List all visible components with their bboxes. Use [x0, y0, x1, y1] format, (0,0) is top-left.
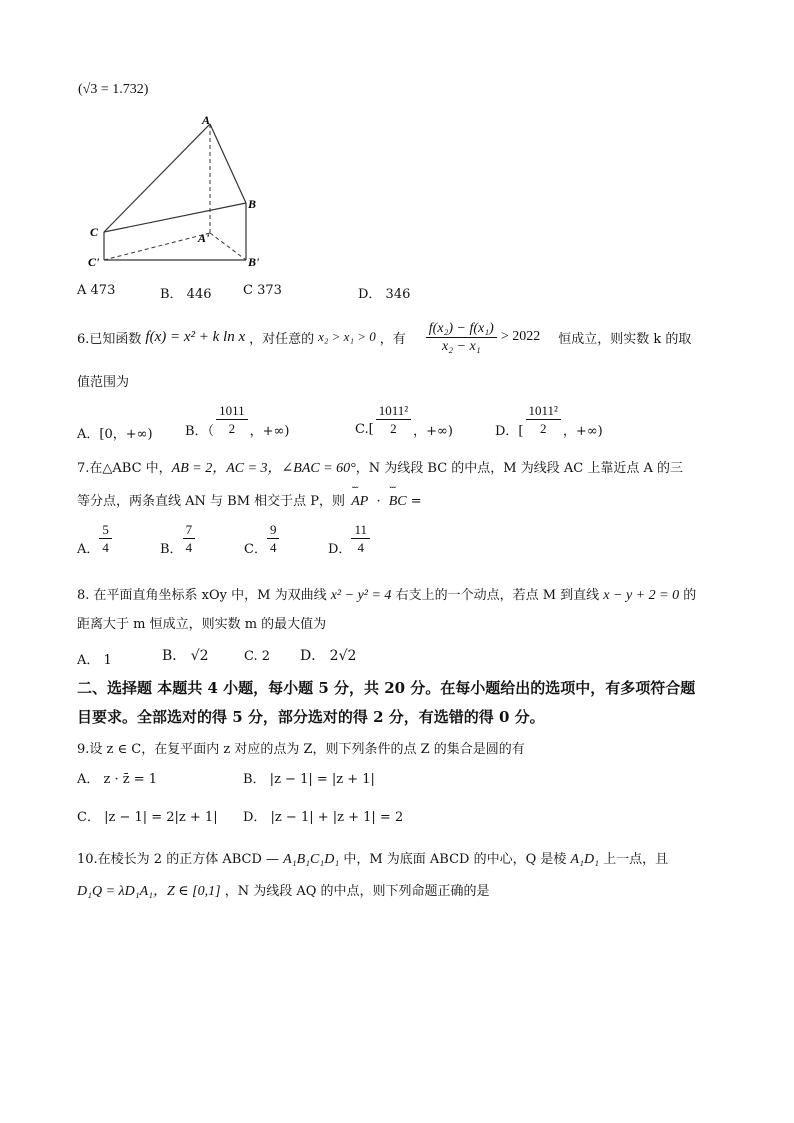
q8-line2: 距离大于 m 恒成立，则实数 m 的最大值为	[77, 617, 327, 632]
q6-tail: 恒成立，则实数 k 的取	[558, 331, 692, 347]
edge-AB	[210, 124, 246, 203]
q7-line1	[77, 457, 683, 477]
q6-option-b-num: 1011	[216, 402, 248, 420]
q7-option-d-num: 11	[351, 521, 370, 539]
q8-option-d: D． 2√2	[300, 648, 357, 664]
q7-option-b-frac	[183, 521, 196, 556]
q6-option-d-label: D．[	[495, 424, 524, 439]
edge-CprimeAprime	[104, 233, 210, 260]
label-B: B	[248, 197, 257, 211]
q10-line1-b: 中，M 为底面 ABCD 的中心，Q 是棱	[343, 852, 567, 867]
q7-line1-b: ，N 为线段 BC 的中点，M 为线段 AC 上靠近点 A 的三	[355, 461, 683, 476]
q7-option-d-label: D．	[328, 542, 352, 557]
q7-option-b-den: 4	[185, 540, 193, 555]
q8-line1	[77, 584, 696, 604]
label-C-prime: C'	[88, 255, 100, 269]
label-A: A	[202, 113, 211, 127]
q6-option-c	[355, 400, 453, 439]
q8-line1-a: 8. 在平面直角坐标系 xOy 中，M 为双曲线	[77, 588, 327, 603]
q6-cond: x₂ > x₁ > 0	[318, 329, 376, 344]
q6-func: f(x) = x² + k ln x	[145, 328, 246, 345]
q8-line1-c: 的	[683, 588, 697, 603]
q7-line2	[77, 490, 422, 510]
q7-vec-bc: ˇˇˇ BC	[389, 494, 407, 510]
q6-option-c-num: 1011²	[376, 402, 411, 420]
q7-eq: =	[410, 494, 422, 509]
q7-dot: ·	[376, 494, 381, 509]
q6-prefix: 6.已知函数	[77, 331, 142, 347]
q10-line1	[77, 848, 668, 868]
q10-line1-a: 10.在棱长为 2 的正方体 ABCD —	[77, 852, 280, 867]
label-C: C	[90, 225, 99, 239]
prism-figure	[80, 110, 280, 275]
q6-option-d-frac	[526, 402, 561, 437]
q7-option-a	[77, 520, 112, 557]
q6-option-d-den: 2	[539, 421, 547, 436]
q7-option-d	[328, 520, 370, 557]
q7-option-b-num: 7	[183, 521, 196, 539]
q9-option-c: C． |z − 1| = 2|z + 1|	[77, 810, 218, 825]
q8-option-a: A． 1	[77, 653, 112, 668]
q8-option-b: B． √2	[162, 648, 209, 664]
q6-option-a	[77, 402, 153, 442]
q6-option-d-tail: ，+∞)	[562, 424, 603, 439]
q6-option-d	[495, 400, 603, 439]
q7-option-a-frac	[99, 521, 112, 556]
q6-frac-num: f(x₂) − f(x₁)	[426, 320, 497, 338]
q5-option-a: A 473	[77, 283, 116, 298]
edge-AprimeBprime	[210, 233, 246, 260]
q6-option-d-num: 1011²	[526, 402, 561, 420]
q8-hyperbola: x² − y² = 4	[330, 588, 392, 603]
q9-option-d: D． |z − 1| + |z + 1| = 2	[243, 810, 404, 825]
q10-line1-c: 上一点，且	[603, 852, 669, 867]
q10-line2-math: D₁Q = λD₁A₁，Z ∈ [0,1]	[77, 884, 221, 899]
sqrt3-hint: (√3 = 1.732)	[78, 82, 149, 97]
edge-CB	[104, 203, 246, 232]
q7-option-b	[160, 520, 195, 557]
q6-frac-den: x₂ − x₁	[441, 338, 481, 354]
q7-option-a-num: 5	[99, 521, 112, 539]
q7-option-d-den: 4	[357, 540, 364, 555]
q6-option-b-frac	[216, 402, 248, 437]
section2-heading-line2: 目要求。全部选对的得 5 分，部分选对的得 2 分，有选错的得 0 分。	[77, 708, 545, 726]
q6-option-b-label: B．（	[185, 424, 215, 439]
q5-option-d: D． 346	[358, 287, 411, 302]
q7-vec-ap: ˇˇˇ AP	[351, 494, 368, 510]
q9-option-b: B． |z − 1| = |z + 1|	[243, 772, 375, 787]
q6-line1	[77, 312, 691, 362]
q7-option-b-label: B．	[160, 542, 183, 557]
q5-option-c: C 373	[243, 283, 282, 298]
q6-option-c-label: C.[	[355, 422, 374, 437]
q7-option-d-frac	[351, 521, 370, 556]
q6-mid1: ，对任意的	[249, 331, 315, 347]
q6-option-c-tail: ，+∞)	[413, 424, 453, 439]
q9-stem: 9.设 z ∈ C，在复平面内 z 对应的点为 Z，则下列条件的点 Z 的集合是圆的有	[77, 742, 525, 757]
q7-option-c-den: 4	[269, 540, 277, 555]
q7-line1-a: 7.在△ABC 中，	[77, 461, 172, 476]
q6-mid2: ，有	[379, 331, 406, 347]
q7-option-a-den: 4	[102, 540, 109, 555]
q8-line-eq: x − y + 2 = 0	[603, 588, 680, 603]
q8-line1-b: 右支上的一个动点，若点 M 到直线	[395, 588, 600, 603]
q5-option-b: B． 446	[160, 287, 212, 302]
q6-option-a-label: A．[0，+∞)	[77, 427, 153, 442]
q6-option-b	[185, 400, 289, 439]
q7-option-c	[244, 520, 279, 557]
label-A-prime: A'	[198, 231, 210, 245]
q6-option-b-tail: ，+∞)	[249, 424, 290, 439]
q10-cube-name: A₁B₁C₁D₁	[283, 852, 340, 867]
q9-option-a: A． z · z̄ = 1	[77, 772, 158, 787]
q8-option-c: C. 2	[244, 649, 271, 664]
q7-option-c-num: 9	[267, 521, 280, 539]
q6-option-c-frac	[376, 402, 411, 437]
q7-line2-a: 等分点，两条直线 AN 与 BM 相交于点 P，则	[77, 494, 346, 509]
q6-fraction	[426, 320, 497, 355]
section2-heading-line1: 二、选择题 本题共 4 小题，每小题 5 分，共 20 分。在每小题给出的选项中，有多项符合题	[77, 679, 696, 697]
q6-option-c-den: 2	[390, 421, 397, 436]
label-B-prime: B'	[248, 255, 260, 269]
q6-gt: > 2022	[500, 329, 541, 344]
q6-option-b-den: 2	[228, 421, 236, 436]
q7-line1-math: AB = 2，AC = 3，∠BAC = 60°	[171, 461, 356, 476]
q10-edge: A₁D₁	[570, 852, 599, 867]
q6-line2: 值范围为	[77, 375, 130, 390]
q10-line2-b: ，N 为线段 AQ 的中点，则下列命题正确的是	[224, 884, 490, 899]
edge-AC	[104, 124, 210, 232]
q7-option-c-label: C．	[244, 542, 267, 557]
q7-option-a-label: A．	[77, 542, 100, 557]
q10-line2	[77, 880, 490, 900]
q7-option-c-frac	[267, 521, 280, 556]
